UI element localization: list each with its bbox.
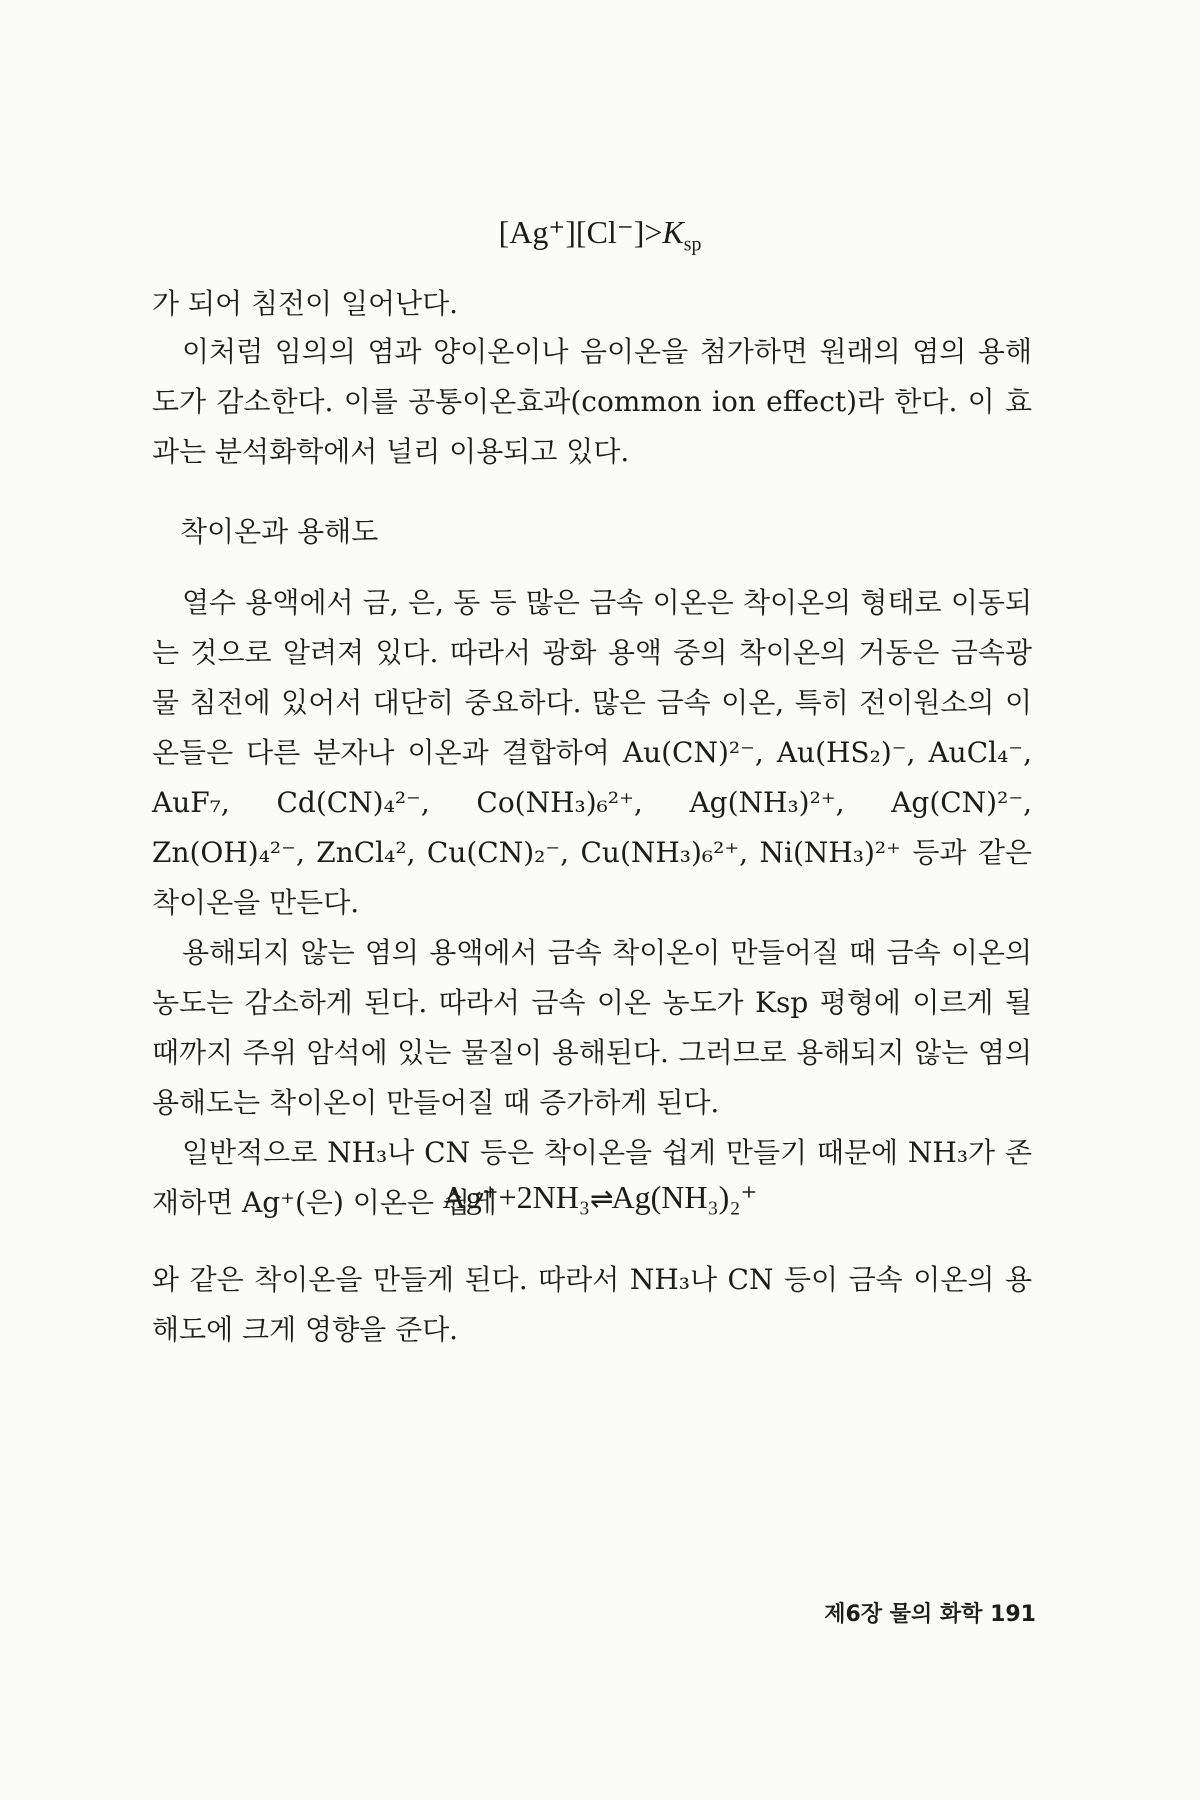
page-footer: 제6장 물의 화학 191 [824, 1602, 1036, 1627]
paragraph-ammonia: 일반적으로 NH₃나 CN 등은 착이온을 쉽게 만들기 때문에 NH₃가 존재하면 Ag⁺(은) 이온은 쉽게 [152, 1136, 1032, 1219]
paragraph-dissolution: 용해되지 않는 염의 용액에서 금속 착이온이 만들어질 때 금속 이온의 농도는 감소하게 된다. 따라서 금속 이온 농도가 Ksp 평형에 이르게 될 때까지 주위 암석에 있는 물질이 용해된다. 그러므로 용해되지 않는 염의 용해도는 착이온이 만들어질 때 증가하게 된다. [152, 936, 1032, 1119]
equation2-lhs: Ag⁺+2NH₃ [442, 1179, 591, 1215]
ksp-symbol: K [662, 214, 684, 250]
paragraph-complex-ions: 열수 용액에서 금, 은, 동 등 많은 금속 이온은 착이온의 형태로 이동되는 것으로 알려져 있다. 따라서 광화 용액 중의 착이온의 거동은 금속광물 침전에 있어서 대단히 중요하다. 많은 금속 이온, 특히 전이원소의 이온들은 다른 분자나 이온과 결합하여 Au(CN)²⁻, Au(HS₂)⁻, AuCl₄⁻, AuF₇, Cd(CN)₄²⁻, Co(NH₃)₆²⁺, Ag(NH₃)²⁺, Ag(CN)²⁻, Zn(OH)₄²⁻, ZnCl₄², Cu(CN)₂⁻, Cu(NH₃)₆²⁺, Ni(NH₃)²⁺ 등과 같은 착이온을 만든다. [152, 586, 1032, 919]
text-line-precipitation: 가 되어 침전이 일어난다. [152, 287, 459, 320]
section-heading: 착이온과 용해도 [180, 515, 379, 548]
paragraph-conclusion: 와 같은 착이온을 만들게 된다. 따라서 NH₃나 CN 등이 금속 이온의 용해도에 크게 영향을 준다. [152, 1263, 1032, 1346]
solubility-equation [0, 213, 1200, 256]
complexation-equation [0, 1178, 1200, 1216]
paragraph-common-ion-effect: 이처럼 임의의 염과 양이온이나 음이온을 첨가하면 원래의 염의 용해도가 감소한다. 이를 공통이온효과(common ion effect)라 한다. 이 효과는 분석화학에서 널리 이용되고 있다. [152, 335, 1032, 468]
complex-ion-section [152, 578, 1032, 1228]
ksp-subscript: sp [683, 233, 702, 256]
equation2-rhs: Ag(NH₃)₂⁺ [611, 1179, 758, 1215]
equation-lhs: [Ag⁺][Cl⁻]> [498, 214, 663, 250]
equilibrium-arrow: ⇌ [590, 1184, 612, 1215]
